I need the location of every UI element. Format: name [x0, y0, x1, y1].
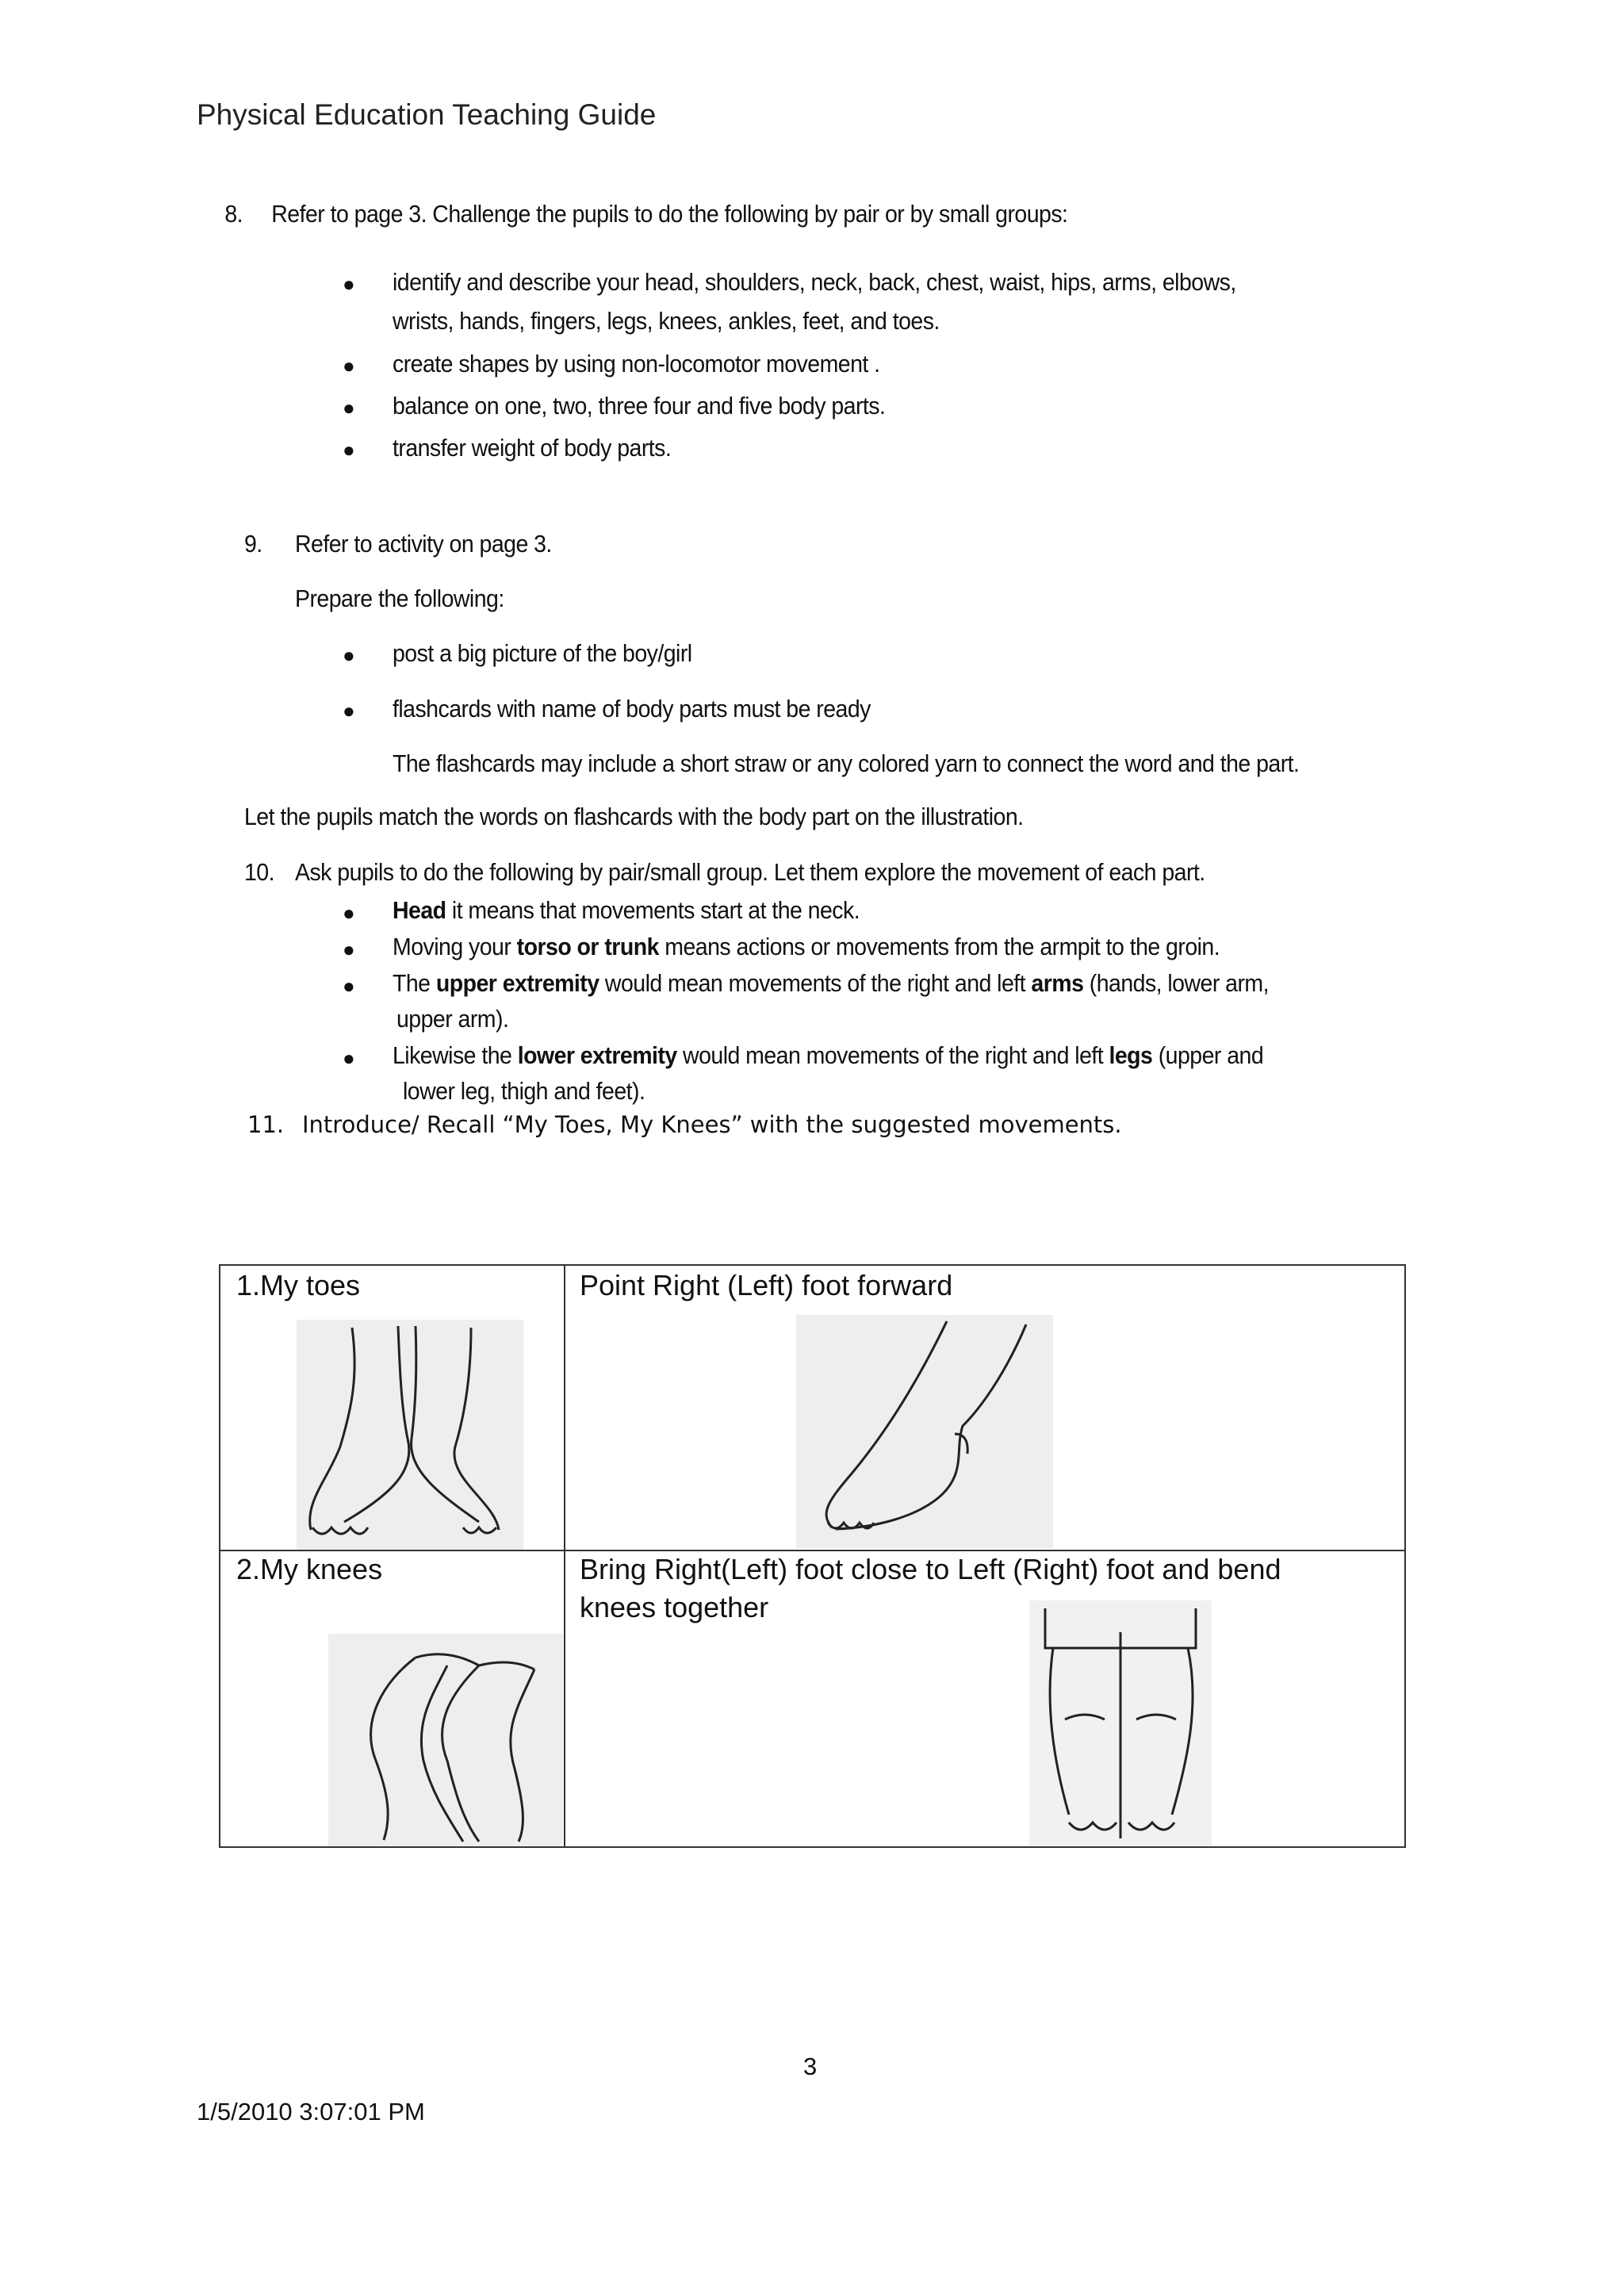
movement-table	[219, 1264, 1406, 1848]
bullet-icon: ●	[343, 438, 355, 462]
bullet-icon: ●	[343, 937, 355, 961]
row-1-movement: Point Right (Left) foot forward	[580, 1269, 953, 1301]
bullet-text: would mean movements of the right and left	[676, 1041, 1109, 1069]
item-9-number: 9.	[244, 530, 262, 558]
bullet-text: The	[393, 969, 436, 997]
feet-front-drawing	[297, 1320, 523, 1550]
item-10-bullet-upper	[393, 969, 1269, 998]
table-divider	[220, 1550, 1404, 1551]
page-header: Physical Education Teaching Guide	[197, 98, 657, 131]
bullet-text: means actions or movements from the armpit to the groin.	[658, 933, 1220, 960]
item-8-text: Refer to page 3. Challenge the pupils to do the following by pair or by small groups:	[271, 200, 1068, 228]
bullet-icon: ●	[343, 272, 355, 296]
row-2-movement	[580, 1553, 1388, 1624]
item-9-bullet-1: post a big picture of the boy/girl	[393, 639, 692, 667]
bullet-text: Likewise the	[393, 1041, 518, 1069]
bullet-icon: ●	[343, 354, 355, 378]
bullet-text: would mean movements of the right and left	[599, 969, 1032, 997]
item-10-bullet-head	[393, 896, 860, 925]
knees-together-drawing	[1029, 1600, 1212, 1846]
item-11-number: 11.	[247, 1111, 285, 1138]
item-9-note: The flashcards may include a short straw or any colored yarn to connect the word and the part.	[393, 749, 1300, 777]
bold-term: Head	[393, 896, 446, 924]
bold-term: torso or trunk	[516, 933, 659, 960]
row-2-label: 2.My knees	[236, 1553, 383, 1585]
knees-side-illustration	[328, 1634, 563, 1846]
row-2-movement-line-1: Bring Right(Left) foot close to Left (Right) foot and bend	[580, 1553, 1281, 1585]
bullet-text: Moving your	[393, 933, 517, 960]
bullet-icon: ●	[343, 974, 355, 998]
item-10-bullet-torso	[393, 933, 1220, 961]
print-timestamp: 1/5/2010 3:07:01 PM	[197, 2098, 425, 2125]
bullet-icon: ●	[343, 699, 355, 723]
row-2-movement-line-2: knees together	[580, 1591, 769, 1623]
item-8-bullet-1a: identify and describe your head, shoulders, neck, back, chest, waist, hips, arms, elbows,	[393, 268, 1236, 296]
bullet-text: it means that movements start at the neck.	[446, 896, 860, 924]
bold-term: upper extremity	[435, 969, 599, 997]
item-8-number: 8.	[224, 200, 243, 228]
bullet-text: (upper and	[1152, 1041, 1264, 1069]
item-9-prepare: Prepare the following:	[295, 585, 504, 612]
bullet-text: (hands, lower arm,	[1083, 969, 1269, 997]
item-9-match: Let the pupils match the words on flashcards with the body part on the illustration.	[244, 803, 1024, 830]
item-10-bullet-upper-cont: upper arm).	[396, 1005, 509, 1033]
bullet-icon: ●	[343, 396, 355, 420]
bent-knees-drawing	[328, 1634, 563, 1846]
item-8-bullet-1b: wrists, hands, fingers, legs, knees, ankles, feet, and toes.	[393, 307, 940, 335]
bold-term: lower extremity	[517, 1041, 677, 1069]
item-10-text: Ask pupils to do the following by pair/small group. Let them explore the movement of each part.	[295, 858, 1205, 886]
item-10-bullet-lower	[393, 1041, 1263, 1070]
page-number: 3	[803, 2053, 818, 2080]
bullet-icon: ●	[343, 643, 355, 667]
toes-illustration	[297, 1320, 523, 1550]
item-9-text: Refer to activity on page 3.	[295, 530, 552, 558]
bullet-icon: ●	[343, 901, 355, 925]
item-8-bullet-3: balance on one, two, three four and five body parts.	[393, 392, 886, 420]
bold-term: arms	[1031, 969, 1084, 997]
item-10-number: 10.	[244, 858, 274, 886]
bullet-icon: ●	[343, 1046, 355, 1070]
item-8-bullet-4: transfer weight of body parts.	[393, 434, 672, 462]
item-10-bullet-lower-cont: lower leg, thigh and feet).	[403, 1077, 645, 1105]
knees-front-illustration	[1029, 1600, 1212, 1846]
item-8-bullet-2: create shapes by using non-locomotor movement .	[393, 350, 880, 378]
table-divider	[564, 1266, 565, 1846]
foot-side-drawing	[796, 1315, 1053, 1548]
row-1-label: 1.My toes	[236, 1269, 361, 1301]
item-11-text: Introduce/ Recall “My Toes, My Knees” with the suggested movements.	[302, 1111, 1122, 1138]
bold-term: legs	[1109, 1041, 1153, 1069]
item-9-bullet-2: flashcards with name of body parts must be ready	[393, 695, 871, 723]
pointed-foot-illustration	[796, 1315, 1053, 1548]
